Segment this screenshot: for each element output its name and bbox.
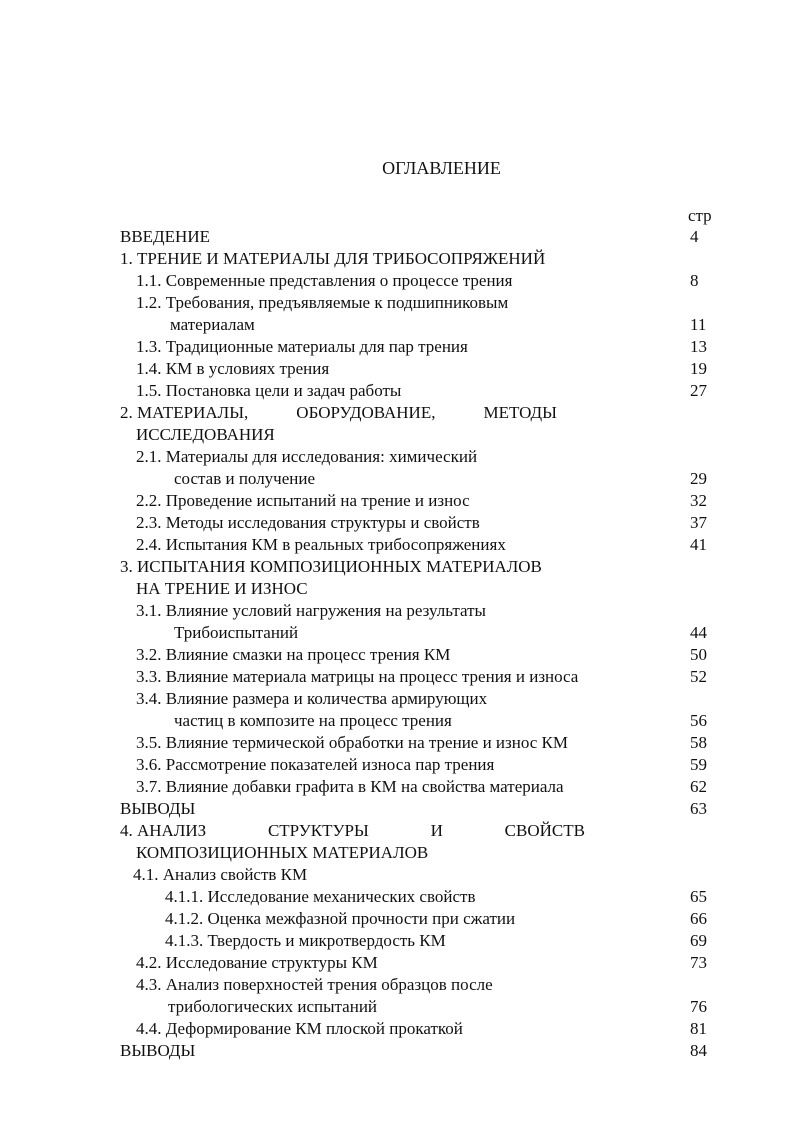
toc-page-number: 84 — [690, 1041, 707, 1060]
toc-page-number: 37 — [690, 513, 707, 532]
toc-page-number: 32 — [690, 491, 707, 510]
toc-page-number: 4 — [690, 227, 699, 246]
toc-entry-text: Рассмотрение показателей износа пар трения — [165, 755, 495, 774]
toc-entry — [136, 490, 470, 512]
toc-page-number: 8 — [690, 271, 699, 290]
toc-entry-text: ТРЕНИЕ И МАТЕРИАЛЫ ДЛЯ ТРИБОСОПРЯЖЕНИЙ — [137, 249, 546, 268]
toc-entry-text: Исследование структуры КМ — [165, 953, 378, 972]
toc-entry — [136, 270, 512, 292]
toc-page-number: 19 — [690, 359, 707, 378]
toc-entry — [136, 446, 477, 468]
toc-entry-number: 2.1. — [136, 447, 162, 466]
toc-entry — [136, 974, 493, 996]
toc-entry — [168, 996, 377, 1018]
toc-entry-number: 3.7. — [136, 777, 162, 796]
toc-entry-text: частиц в композите на процесс трения — [174, 711, 452, 730]
toc-entry-text: Методы исследования структуры и свойств — [165, 513, 480, 532]
toc-entry-number: 3.1. — [136, 601, 162, 620]
toc-entry-text: Традиционные материалы для пар трения — [165, 337, 468, 356]
toc-entry — [174, 468, 315, 490]
toc-entry — [136, 1018, 463, 1040]
toc-entry-number: 3. — [120, 557, 133, 576]
toc-entry-text: Влияние материала матрицы на процесс трения и износа — [165, 667, 579, 686]
toc-entry-text: ВЫВОДЫ — [120, 1041, 196, 1060]
toc-entry — [136, 336, 468, 358]
toc-entry-number: 3.4. — [136, 689, 162, 708]
toc-entry-text: Анализ поверхностей трения образцов после — [165, 975, 493, 994]
toc-entry — [120, 820, 585, 842]
toc-entry-text-part: АНАЛИЗ — [137, 821, 207, 840]
page-column-header: стр — [688, 206, 712, 225]
toc-page-number: 62 — [690, 777, 707, 796]
toc-page-number: 65 — [690, 887, 707, 906]
toc-entry — [133, 864, 307, 886]
toc-title: ОГЛАВЛЕНИЕ — [382, 158, 501, 178]
toc-entry — [136, 666, 578, 688]
toc-entry-number: 1.1. — [136, 271, 162, 290]
toc-entry-text: Трибоиспытаний — [174, 623, 299, 642]
toc-entry-text: состав и получение — [174, 469, 316, 488]
toc-entry — [136, 688, 487, 710]
toc-page-number: 29 — [690, 469, 707, 488]
toc-entry — [136, 292, 508, 314]
toc-entry-number: 3.3. — [136, 667, 162, 686]
toc-entry — [120, 1040, 195, 1062]
toc-entry-number: 4.3. — [136, 975, 162, 994]
toc-entry-number: 4.1. — [133, 865, 159, 884]
toc-entry — [136, 644, 450, 666]
toc-entry — [174, 622, 298, 644]
toc-entry-text-part: И — [430, 821, 443, 840]
toc-entry-number: 4.1.2. — [165, 909, 204, 928]
toc-entry — [136, 600, 486, 622]
toc-entry-number: 1.2. — [136, 293, 162, 312]
toc-page-number: 56 — [690, 711, 707, 730]
toc-page-number: 63 — [690, 799, 707, 818]
toc-entry-number: 3.2. — [136, 645, 162, 664]
toc-entry-text-part: ОБОРУДОВАНИЕ, — [296, 403, 436, 422]
toc-entry — [165, 930, 446, 952]
toc-entry-text: Твердость и микротвердость КМ — [207, 931, 446, 950]
toc-entry-text: Влияние смазки на процесс трения КМ — [165, 645, 451, 664]
toc-entry-text: ВВЕДЕНИЕ — [120, 227, 210, 246]
toc-entry — [120, 556, 542, 578]
toc-entry-number: 4.1.1. — [165, 887, 204, 906]
toc-entry — [136, 754, 494, 776]
toc-page-number: 76 — [690, 997, 707, 1016]
toc-entry — [120, 226, 210, 248]
toc-entry — [136, 952, 378, 974]
toc-entry — [120, 798, 195, 820]
toc-page-number: 69 — [690, 931, 707, 950]
toc-entry — [165, 886, 475, 908]
toc-entry-text: Испытания КМ в реальных трибосопряжениях — [165, 535, 506, 554]
toc-entry-number: 3.5. — [136, 733, 162, 752]
toc-entry-text: НА ТРЕНИЕ И ИЗНОС — [136, 579, 308, 598]
toc-entry-number: 3.6. — [136, 755, 162, 774]
toc-entry-number: 4.2. — [136, 953, 162, 972]
toc-page-number: 59 — [690, 755, 707, 774]
toc-entry — [136, 380, 401, 402]
toc-entry-text: Оценка межфазной прочности при сжатии — [207, 909, 516, 928]
toc-entry-text: Влияние размера и количества армирующих — [165, 689, 488, 708]
toc-entry-number: 4. — [120, 821, 133, 840]
toc-page-number: 13 — [690, 337, 707, 356]
toc-entry-number: 2.2. — [136, 491, 162, 510]
toc-entry-text: Современные представления о процессе трения — [165, 271, 513, 290]
toc-entry-number: 2. — [120, 403, 133, 422]
toc-entry — [136, 776, 564, 798]
toc-entry-text: Деформирование КМ плоской прокаткой — [165, 1019, 463, 1038]
toc-page-number: 50 — [690, 645, 707, 664]
toc-entry-text: Проведение испытаний на трение и износ — [165, 491, 470, 510]
toc-entry-text: Влияние условий нагружения на результаты — [165, 601, 486, 620]
toc-page-number: 73 — [690, 953, 707, 972]
toc-page-number: 11 — [690, 315, 707, 334]
toc-entry-text: КМ в условиях трения — [165, 359, 330, 378]
toc-entry-text: трибологических испытаний — [168, 997, 378, 1016]
toc-page-number: 41 — [690, 535, 707, 554]
toc-entry-text: Влияние термической обработки на трение и износ КМ — [165, 733, 569, 752]
toc-entry-text-part: МЕТОДЫ — [483, 403, 557, 422]
toc-entry — [120, 402, 557, 424]
toc-entry-text: КОМПОЗИЦИОННЫХ МАТЕРИАЛОВ — [136, 843, 429, 862]
toc-entry — [174, 710, 452, 732]
toc-entry-number: 4.4. — [136, 1019, 162, 1038]
toc-entry — [136, 424, 275, 446]
toc-page-number: 52 — [690, 667, 707, 686]
toc-entry — [136, 732, 568, 754]
toc-entry-text-part: СТРУКТУРЫ — [267, 821, 369, 840]
toc-entry-number: 2.4. — [136, 535, 162, 554]
toc-entry-text: ИСПЫТАНИЯ КОМПОЗИЦИОННЫХ МАТЕРИАЛОВ — [137, 557, 542, 576]
toc-entry-number: 1. — [120, 249, 133, 268]
toc-entry-number: 1.5. — [136, 381, 162, 400]
toc-page-number: 66 — [690, 909, 707, 928]
toc-entry-text: Постановка цели и задач работы — [165, 381, 402, 400]
toc-entry-text: ВЫВОДЫ — [120, 799, 196, 818]
toc-entry-text: материалам — [170, 315, 255, 334]
toc-page-number: 27 — [690, 381, 707, 400]
toc-entry-number: 2.3. — [136, 513, 162, 532]
toc-entry — [136, 358, 329, 380]
toc-entry-text: Требования, предъявляемые к подшипниковым — [165, 293, 509, 312]
toc-entry — [165, 908, 515, 930]
toc-entry-text: Исследование механических свойств — [207, 887, 476, 906]
toc-entry-text: Анализ свойств КМ — [162, 865, 308, 884]
toc-entry-number: 4.1.3. — [165, 931, 204, 950]
toc-entry-number: 1.3. — [136, 337, 162, 356]
toc-page-number: 44 — [690, 623, 707, 642]
toc-page-number: 81 — [690, 1019, 707, 1038]
toc-entry-text: ИССЛЕДОВАНИЯ — [136, 425, 275, 444]
toc-entry-text-part: СВОЙСТВ — [504, 821, 585, 840]
toc-entry — [136, 534, 506, 556]
toc-entry — [120, 248, 545, 270]
toc-page-number: 58 — [690, 733, 707, 752]
toc-entry — [136, 512, 480, 534]
toc-entry-text-part: МАТЕРИАЛЫ, — [137, 403, 249, 422]
toc-entry-number: 1.4. — [136, 359, 162, 378]
toc-entry — [136, 842, 428, 864]
toc-entry — [136, 578, 308, 600]
toc-entry-text: Влияние добавки графита в КМ на свойства материала — [165, 777, 564, 796]
toc-entry — [170, 314, 255, 336]
toc-entry-text: Материалы для исследования: химический — [165, 447, 478, 466]
